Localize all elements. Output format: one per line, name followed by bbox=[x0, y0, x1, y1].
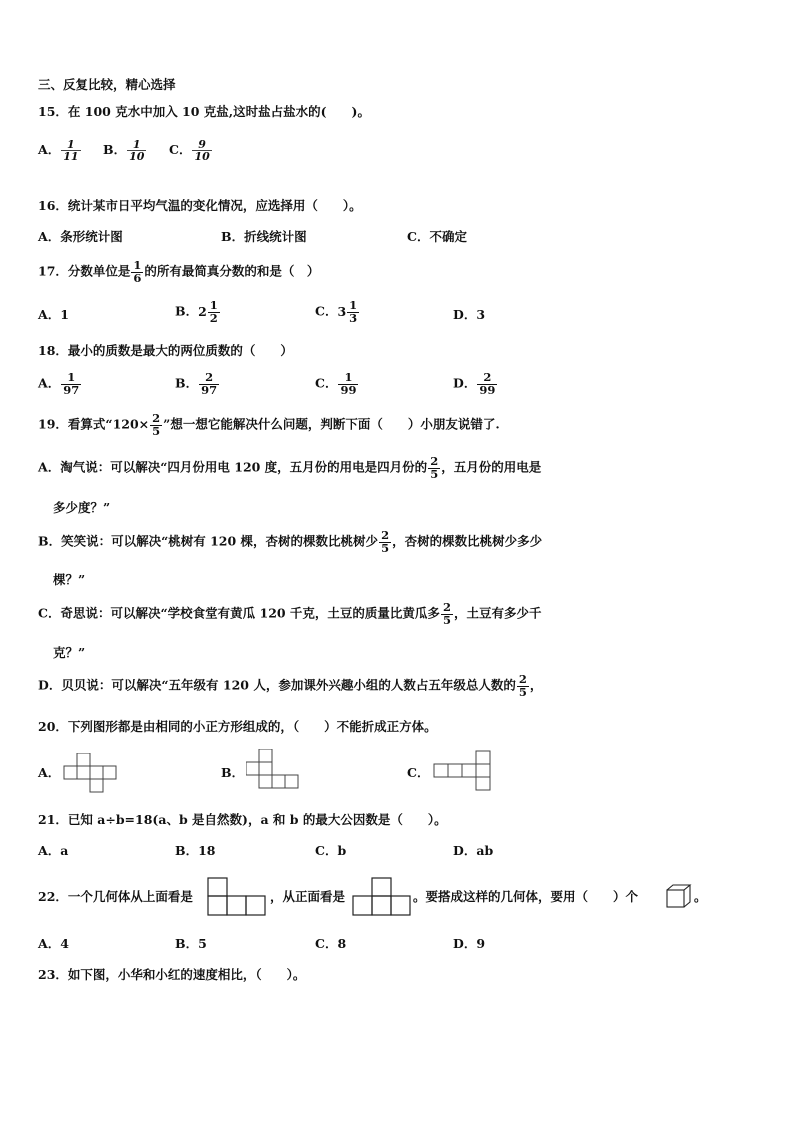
q21-stem: 21．已知 a÷b=18(a、b 是自然数)，a 和 b 的最大公因数是（ ）。 bbox=[38, 812, 447, 827]
q16-option-a[interactable]: A．条形统计图 bbox=[38, 229, 123, 244]
q19-option-a-continued: 多少度？” bbox=[53, 500, 111, 515]
q22-front-view bbox=[352, 877, 412, 917]
q22-option-d[interactable]: D．9 bbox=[453, 936, 486, 951]
q21-option-a[interactable]: A．a bbox=[38, 843, 69, 858]
q18-stem: 18．最小的质数是最大的两位质数的（ ） bbox=[38, 343, 293, 358]
q23-stem: 23．如下图，小华和小红的速度相比，（ ）。 bbox=[38, 967, 306, 982]
q19-option-b-continued: 棵？” bbox=[53, 572, 86, 587]
q20-net-a bbox=[63, 753, 119, 793]
q15-option-c-label: C． bbox=[169, 142, 192, 157]
q15-option-b[interactable] bbox=[103, 139, 147, 162]
q15-option-c[interactable] bbox=[169, 139, 213, 162]
q20-option-b-label[interactable]: B． bbox=[221, 765, 245, 780]
q17-option-d[interactable]: D．3 bbox=[453, 307, 486, 322]
q20-option-c-label[interactable]: C． bbox=[407, 765, 430, 780]
q20-option-a-label[interactable]: A． bbox=[38, 765, 61, 780]
q16-option-c[interactable]: C．不确定 bbox=[407, 229, 467, 244]
q15-option-a[interactable] bbox=[38, 139, 82, 162]
q16-option-b[interactable]: B．折线统计图 bbox=[221, 229, 307, 244]
q15-option-b-label: B． bbox=[103, 142, 127, 157]
q21-option-d[interactable]: D．ab bbox=[453, 843, 494, 858]
q19-option-c[interactable]: C．奇思说：可以解决“学校食堂有黄瓜 120 千克，土豆的质量比黄瓜多 $\frac{2}{5}$ ，土豆有多少千 bbox=[38, 600, 542, 627]
cube-icon bbox=[665, 883, 693, 909]
section-title: 三、反复比较，精心选择 bbox=[38, 77, 176, 92]
q17-option-a[interactable]: A．1 bbox=[38, 307, 69, 322]
q22-option-b[interactable]: B．5 bbox=[175, 936, 207, 951]
q16-stem: 16．统计某市日平均气温的变化情况，应选择用（ ）。 bbox=[38, 198, 362, 213]
q17-stem: 17．分数单位是 $\frac{1}{6}$ 的所有最简真分数的和是（ ） bbox=[38, 258, 320, 285]
q15-option-a-label: A． bbox=[38, 142, 61, 157]
q22-option-c[interactable]: C．8 bbox=[315, 936, 347, 951]
q22-top-view bbox=[207, 877, 267, 917]
q20-net-b bbox=[246, 749, 300, 789]
q19-stem: 19．看算式“120× $\frac{2}{5}$ ”想一想它能解决什么问题，判断下面（ ）小朋友说错了. bbox=[38, 411, 500, 438]
q22-stem-part3: 。要搭成这样的几何体，要用（ ）个 bbox=[413, 889, 639, 904]
q18-option-d[interactable]: D． $\frac{2}{99}$ bbox=[453, 370, 496, 397]
q20-stem: 20．下列图形都是由相同的小正方形组成的，（ ）不能折成正方体。 bbox=[38, 719, 437, 734]
q15-option-c-fraction: $\frac{9}{10}$ bbox=[194, 138, 210, 163]
q17-stem-fraction: $\frac{1}{6}$ bbox=[133, 258, 142, 285]
q19-option-a[interactable]: A．淘气说：可以解决“四月份用电 120 度，五月份的用电是四月份的 $\frac{2}{5}$ ，五月份的用电是 bbox=[38, 454, 542, 481]
q18-option-a[interactable]: A． $\frac{1}{97}$ bbox=[38, 370, 80, 397]
q21-option-c[interactable]: C．b bbox=[315, 843, 347, 858]
q17-option-b[interactable]: B．2 $\frac{1}{2}$ bbox=[175, 300, 221, 324]
q17-option-c[interactable]: C．3 $\frac{1}{3}$ bbox=[315, 300, 360, 324]
q22-option-a[interactable]: A．4 bbox=[38, 936, 69, 951]
q19-option-d[interactable]: D．贝贝说：可以解决“五年级有 120 人，参加课外兴趣小组的人数占五年级总人数的 $\frac{2}{5}$ ， bbox=[38, 672, 543, 699]
q18-option-b[interactable]: B． $\frac{2}{97}$ bbox=[175, 370, 218, 397]
q18-option-c[interactable]: C． $\frac{1}{99}$ bbox=[315, 370, 357, 397]
q22-stem-part2: ，从正面看是 bbox=[270, 889, 346, 904]
q15-option-a-fraction: $\frac{1}{11}$ bbox=[63, 138, 79, 163]
q21-option-b[interactable]: B．18 bbox=[175, 843, 216, 858]
q15-stem: 15．在 100 克水中加入 10 克盐,这时盐占盐水的( )。 bbox=[38, 104, 370, 119]
q20-net-c bbox=[432, 750, 494, 792]
q15-option-b-fraction: $\frac{1}{10}$ bbox=[129, 138, 145, 163]
q19-option-b[interactable]: B．笑笑说：可以解决“桃树有 120 棵，杏树的棵数比桃树少 $\frac{2}{5}$ ，杏树的棵数比桃树少多少 bbox=[38, 528, 543, 555]
q22-stem-part4: 。 bbox=[694, 889, 707, 904]
q17-option-c-mixed-number: 3 $\frac{1}{3}$ bbox=[337, 298, 358, 325]
q22-stem-part1: 22．一个几何体从上面看是 bbox=[38, 889, 193, 904]
q19-option-c-continued: 克？” bbox=[53, 645, 86, 660]
q17-option-b-mixed-number: 2 $\frac{1}{2}$ bbox=[198, 298, 218, 325]
